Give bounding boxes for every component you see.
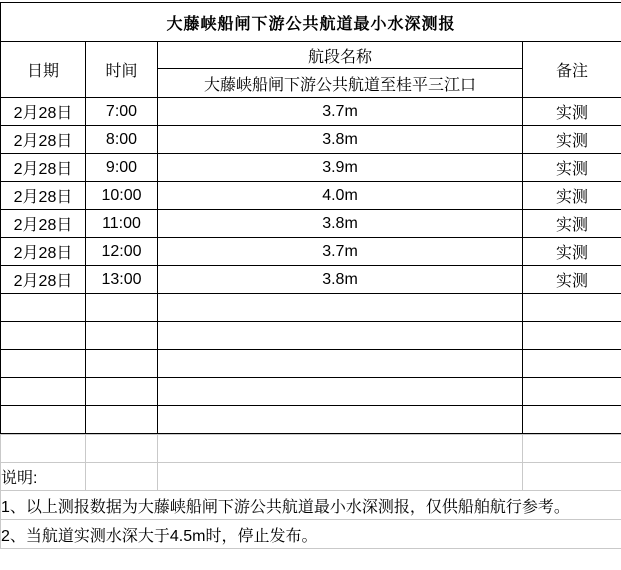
remark-cell: 实测: [523, 266, 621, 294]
date-cell: 2月28日: [1, 154, 86, 182]
time-cell: 12:00: [86, 238, 158, 266]
time-cell: 11:00: [86, 210, 158, 238]
time-cell: 9:00: [86, 154, 158, 182]
table-row: [1, 98, 621, 126]
remark-cell: 实测: [523, 238, 621, 266]
empty-cell: [1, 350, 86, 378]
empty-cell: [158, 378, 523, 406]
time-cell: 7:00: [86, 98, 158, 126]
empty-cell: [1, 322, 86, 350]
remark-cell: 实测: [523, 98, 621, 126]
empty-cell: [86, 322, 158, 350]
empty-cell: [523, 294, 621, 322]
table-row: [1, 182, 621, 210]
column-header-date: 日期: [1, 42, 86, 98]
note-row: [1, 491, 621, 520]
empty-row: [1, 378, 621, 406]
notes-label-row: [1, 463, 621, 491]
depth-cell: 3.7m: [158, 238, 523, 266]
empty-cell: [523, 435, 621, 463]
note-row: [1, 520, 621, 549]
depth-cell: 4.0m: [158, 182, 523, 210]
table-row: [1, 266, 621, 294]
empty-cell: [523, 322, 621, 350]
empty-cell: [158, 435, 523, 463]
empty-cell: [158, 322, 523, 350]
header-row: [1, 42, 621, 69]
empty-cell: [158, 406, 523, 434]
table-row: [1, 126, 621, 154]
time-cell: 10:00: [86, 182, 158, 210]
date-cell: 2月28日: [1, 98, 86, 126]
time-cell: 13:00: [86, 266, 158, 294]
section-name: 大藤峡船闸下游公共航道至桂平三江口: [158, 69, 523, 98]
empty-cell: [86, 463, 158, 491]
empty-cell: [86, 406, 158, 434]
empty-cell: [86, 435, 158, 463]
empty-row: [1, 322, 621, 350]
empty-cell: [523, 350, 621, 378]
time-cell: 8:00: [86, 126, 158, 154]
empty-cell: [1, 294, 86, 322]
depth-cell: 3.7m: [158, 98, 523, 126]
notes-label: 说明:: [1, 463, 86, 491]
depth-cell: 3.8m: [158, 126, 523, 154]
note-text: 2、当航道实测水深大于4.5m时，停止发布。: [1, 520, 621, 549]
notes-section: [0, 434, 621, 549]
page-title: 大藤峡船闸下游公共航道最小水深测报: [1, 3, 621, 42]
empty-cell: [86, 350, 158, 378]
empty-cell: [523, 378, 621, 406]
table-row: [1, 238, 621, 266]
depth-cell: 3.9m: [158, 154, 523, 182]
table-row: [1, 154, 621, 182]
remark-cell: 实测: [523, 126, 621, 154]
empty-cell: [1, 378, 86, 406]
empty-cell: [158, 463, 523, 491]
depth-cell: 3.8m: [158, 266, 523, 294]
empty-cell: [86, 378, 158, 406]
empty-row: [1, 350, 621, 378]
title-row: [1, 3, 621, 42]
date-cell: 2月28日: [1, 182, 86, 210]
remark-cell: 实测: [523, 182, 621, 210]
column-header-section: 航段名称: [158, 42, 523, 69]
note-text: 1、以上测报数据为大藤峡船闸下游公共航道最小水深测报，仅供船舶航行参考。: [1, 491, 621, 520]
empty-cell: [523, 463, 621, 491]
remark-cell: 实测: [523, 154, 621, 182]
empty-cell: [523, 406, 621, 434]
empty-row: [1, 406, 621, 434]
empty-grid-row: [1, 435, 621, 463]
table-row: [1, 210, 621, 238]
empty-cell: [158, 294, 523, 322]
depth-report-table: [0, 2, 621, 434]
column-header-remark: 备注: [523, 42, 621, 98]
date-cell: 2月28日: [1, 238, 86, 266]
column-header-time: 时间: [86, 42, 158, 98]
empty-row: [1, 294, 621, 322]
date-cell: 2月28日: [1, 126, 86, 154]
empty-cell: [158, 350, 523, 378]
date-cell: 2月28日: [1, 266, 86, 294]
remark-cell: 实测: [523, 210, 621, 238]
date-cell: 2月28日: [1, 210, 86, 238]
empty-cell: [86, 294, 158, 322]
empty-cell: [1, 435, 86, 463]
empty-cell: [1, 406, 86, 434]
depth-cell: 3.8m: [158, 210, 523, 238]
